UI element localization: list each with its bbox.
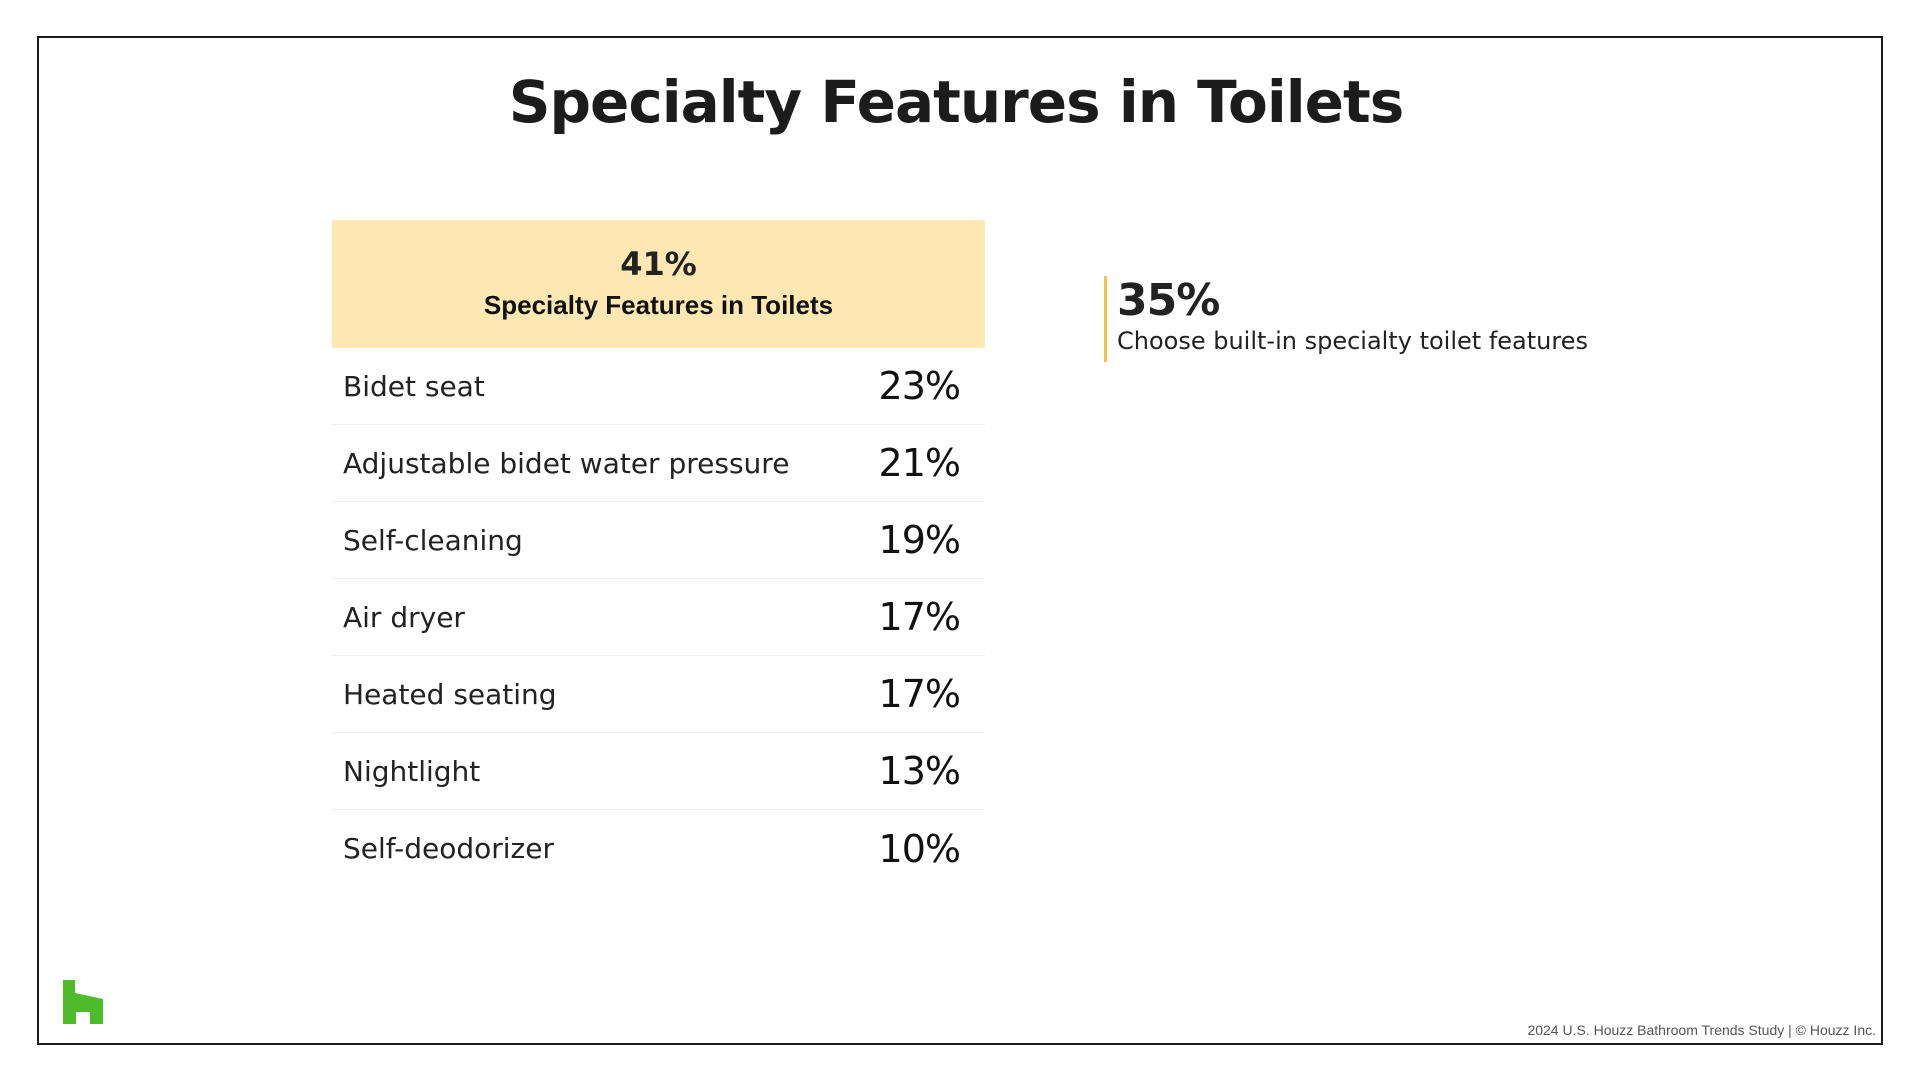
- feature-value: 21%: [878, 441, 960, 485]
- header-value: 41%: [620, 245, 697, 283]
- feature-value: 23%: [878, 364, 960, 408]
- table-header: [332, 220, 985, 348]
- table-row: [332, 502, 985, 579]
- slide-title: Specialty Features in Toilets: [508, 68, 1404, 136]
- table-row: [332, 579, 985, 656]
- features-table: [332, 220, 985, 887]
- table-row: [332, 425, 985, 502]
- callout-value: 35%: [1117, 275, 1220, 326]
- feature-name: Nightlight: [343, 754, 481, 788]
- feature-value: 17%: [878, 595, 960, 639]
- feature-value: 13%: [878, 749, 960, 793]
- feature-name: Bidet seat: [343, 369, 485, 403]
- feature-name: Self-cleaning: [343, 523, 523, 557]
- feature-name: Self-deodorizer: [343, 832, 554, 865]
- footer-credit: 2024 U.S. Houzz Bathroom Trends Study | © Houzz Inc.: [1527, 1022, 1876, 1038]
- feature-value: 10%: [878, 826, 960, 871]
- callout-description: Choose built-in specialty toilet features: [1117, 327, 1588, 355]
- header-label: Specialty Features in Toilets: [483, 290, 834, 320]
- feature-value: 19%: [878, 518, 960, 562]
- table-row: [332, 348, 985, 425]
- feature-name: Adjustable bidet water pressure: [343, 446, 790, 480]
- feature-value: 17%: [878, 672, 960, 716]
- houzz-logo-icon: [63, 980, 103, 1024]
- table-row: [332, 656, 985, 733]
- feature-name: Heated seating: [343, 677, 557, 711]
- feature-name: Air dryer: [343, 600, 465, 634]
- callout-stat: [1104, 276, 1588, 362]
- table-row: [332, 733, 985, 810]
- table-row: [332, 810, 985, 887]
